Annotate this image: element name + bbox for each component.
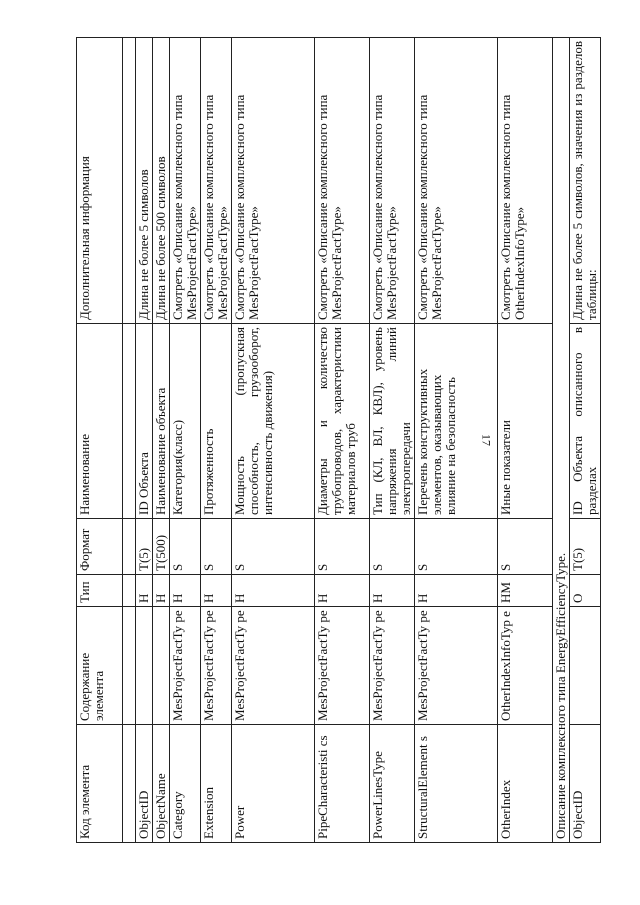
cell-code: PipeCharacteristi cs [315, 725, 370, 843]
cell-type: Н [415, 575, 498, 607]
table-row [498, 38, 553, 843]
cell-code: Category [170, 725, 201, 843]
cell-content: MesProjectFactTy pe [315, 607, 370, 725]
header-type: Тип [77, 575, 123, 607]
cell-name: Диаметры и количество трубопроводов, характеристики материалов труб [315, 324, 370, 519]
cell-info: Смотреть «Описание комплексного типа MesProjectFactType» [170, 38, 201, 324]
cell-type: Н [170, 575, 201, 607]
cell-info: Смотреть «Описание комплексного типа MesProjectFactType» [315, 38, 370, 324]
cell-content: MesProjectFactTy pe [370, 607, 415, 725]
cell-type: Н [370, 575, 415, 607]
cell-info: Длина не более 5 символов, значения из разделов таблицы: [570, 38, 601, 324]
header-format: Формат [77, 519, 123, 575]
cell-format: S [201, 519, 232, 575]
cell-info: Длина не более 5 символов [136, 38, 153, 324]
cell-code: PowerLinesType [370, 725, 415, 843]
cell-type: НМ [498, 575, 553, 607]
cell-name: Протяженность [201, 324, 232, 519]
cell-type: Н [232, 575, 315, 607]
cell-content: OtherIndexInfoTyp e [498, 607, 553, 725]
cell-code: OtherIndex [498, 725, 553, 843]
cell-type: Н [315, 575, 370, 607]
table-row [370, 38, 415, 843]
cell-code: ObjectName [153, 725, 170, 843]
table-row [415, 38, 498, 843]
cell-content [136, 607, 153, 725]
cell-content: MesProjectFactTy pe [415, 607, 498, 725]
cell-code: ObjectID [136, 725, 153, 843]
table-row [170, 38, 201, 843]
cell-content: MesProjectFactTy pe [201, 607, 232, 725]
cell-content [153, 607, 170, 725]
cell-name: Категория(класс) [170, 324, 201, 519]
table-row [232, 38, 315, 843]
header-name: Наименование [77, 324, 123, 519]
cell-code: StructuralElement s [415, 725, 498, 843]
cell-format: T(500) [153, 519, 170, 575]
section-row [553, 38, 570, 843]
cell-format: T(5) [570, 519, 601, 575]
page-number: 17 [479, 434, 494, 446]
cell-info: Смотреть «Описание комплексного типа MesProjectFactType» [232, 38, 315, 324]
cell-name: Тип (КЛ, ВЛ, КВЛ), уровень напряжения линий электропередачи [370, 324, 415, 519]
cell-content [570, 607, 601, 725]
cell-code: Extension [201, 725, 232, 843]
cell-format: S [370, 519, 415, 575]
blank-row [123, 38, 136, 843]
cell-info: Смотреть «Описание комплексного типа OtherIndexInfoType» [498, 38, 553, 324]
cell-content: MesProjectFactTy pe [232, 607, 315, 725]
cell-code: ObjectID [570, 725, 601, 843]
cell-type: Н [153, 575, 170, 607]
table-row [136, 38, 153, 843]
table-row [153, 38, 170, 843]
cell-code: Power [232, 725, 315, 843]
cell-format: S [170, 519, 201, 575]
cell-format: S [232, 519, 315, 575]
elements-table [76, 37, 601, 843]
cell-info: Смотреть «Описание комплексного типа MesProjectFactType» [415, 38, 498, 324]
cell-name: ID Объекта [136, 324, 153, 519]
cell-name: Наименование объекта [153, 324, 170, 519]
section-title: Описание комплексного типа EnergyEfficiencyType. [553, 38, 570, 843]
cell-format: S [498, 519, 553, 575]
cell-info: Длина не более 500 символов [153, 38, 170, 324]
cell-name: Перечень конструктивных элементов, оказывающих влияние на безопасность [415, 324, 498, 519]
table-header-row [77, 38, 123, 843]
cell-type: Н [136, 575, 153, 607]
cell-info: Смотреть «Описание комплексного типа MesProjectFactType» [201, 38, 232, 324]
table-row [570, 38, 601, 843]
cell-name: Иные показатели [498, 324, 553, 519]
header-code: Код элемента [77, 725, 123, 843]
cell-name: Мощность (пропускная способность, грузооборот, интенсивность движения) [232, 324, 315, 519]
cell-format: T(5) [136, 519, 153, 575]
cell-format: S [315, 519, 370, 575]
cell-type: О [570, 575, 601, 607]
cell-type: Н [201, 575, 232, 607]
cell-info: Смотреть «Описание комплексного типа MesProjectFactType» [370, 38, 415, 324]
cell-content: MesProjectFactTy pe [170, 607, 201, 725]
table-row [201, 38, 232, 843]
header-info: Дополнительная информация [77, 38, 123, 324]
cell-name: ID Объекта описанного в разделах [570, 324, 601, 519]
header-content: Содержание элемента [77, 607, 123, 725]
cell-format: S [415, 519, 498, 575]
rotated-page-content [76, 38, 601, 843]
table-row [315, 38, 370, 843]
